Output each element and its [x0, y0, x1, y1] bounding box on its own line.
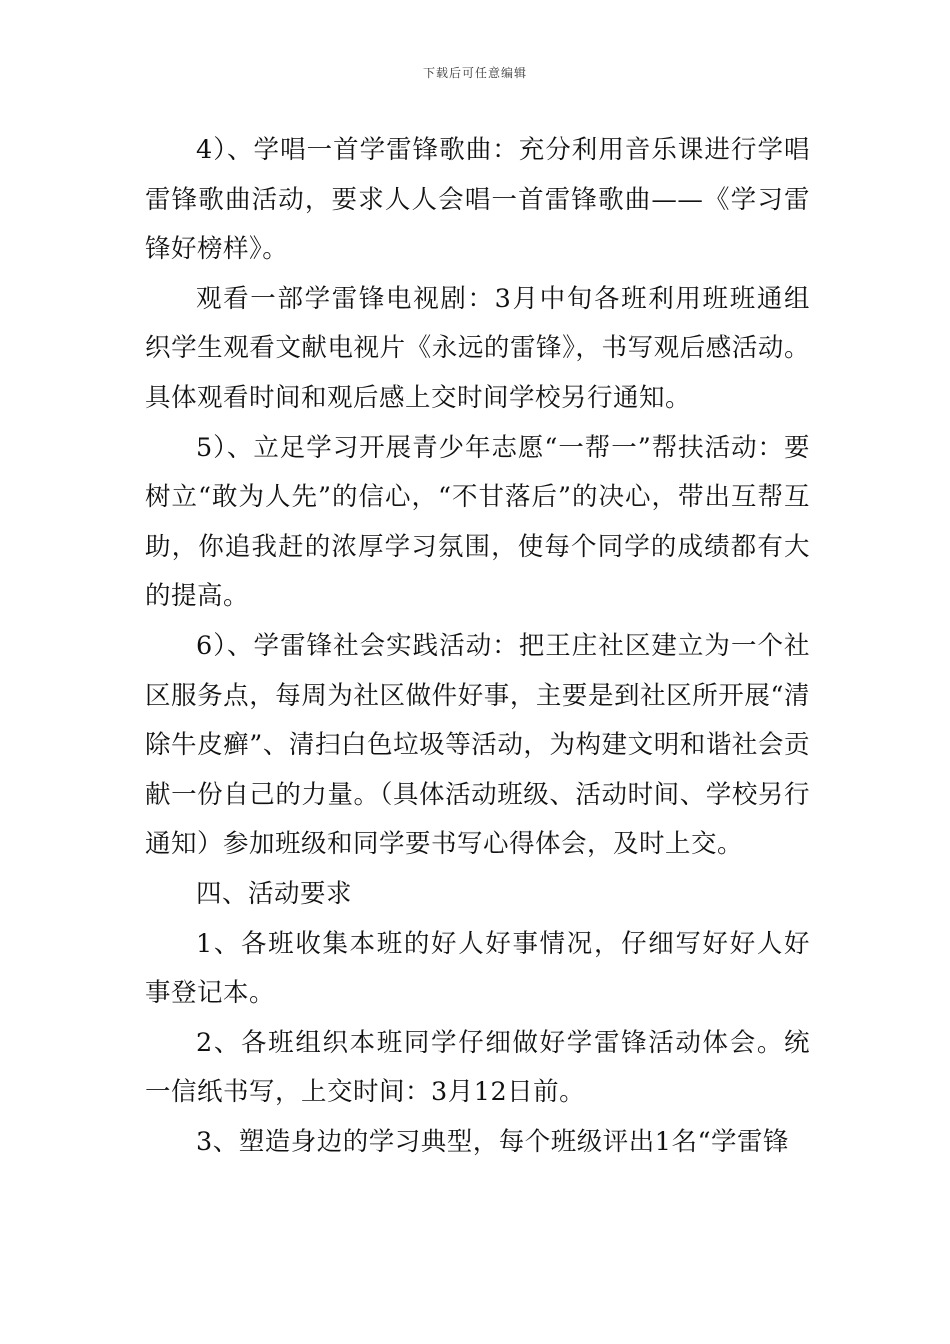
page-header: 下载后可任意编辑 — [422, 66, 527, 80]
paragraph-requirement-3: 3、塑造身边的学习典型，每个班级评出1名“学雷锋 — [196, 1126, 789, 1157]
paragraph-item-5-volunteer: 5）、立足学习开展青少年志愿“一帮一”帮扶活动：要树立“敢为人先”的信心，“不甘落后”的决心，带出互帮互助，你追我赶的浓厚学习氛围，使每个同学的成绩都有大的提高。 — [145, 432, 810, 612]
paragraph-item-4-song: 4）、学唱一首学雷锋歌曲：充分利用音乐课进行学唱雷锋歌曲活动，要求人人会唱一首雷锋歌曲——《学习雷锋好榜样》。 — [145, 135, 810, 265]
paragraph-requirement-1: 1、各班收集本班的好人好事情况，仔细写好好人好事登记本。 — [145, 928, 810, 1009]
section-heading-requirements: 四、活动要求 — [196, 878, 353, 909]
paragraph-requirement-2: 2、各班组织本班同学仔细做好学雷锋活动体会。统一信纸书写，上交时间：3月12日前。 — [145, 1027, 810, 1108]
paragraph-item-6-practice: 6）、学雷锋社会实践活动：把王庄社区建立为一个社区服务点，每周为社区做件好事，主要是到社区所开展“清除牛皮癣”、清扫白色垃圾等活动，为构建文明和谐社会贡献一份自己的力量。（具体活动班级、活动时间、学校另行通知）参加班级和同学要书写心得体会，及时上交。 — [145, 630, 810, 860]
paragraph-tv-series: 观看一部学雷锋电视剧：3月中旬各班利用班班通组织学生观看文献电视片《永远的雷锋》，书写观后感活动。具体观看时间和观后感上交时间学校另行通知。 — [145, 283, 810, 413]
document-body — [145, 126, 810, 1167]
